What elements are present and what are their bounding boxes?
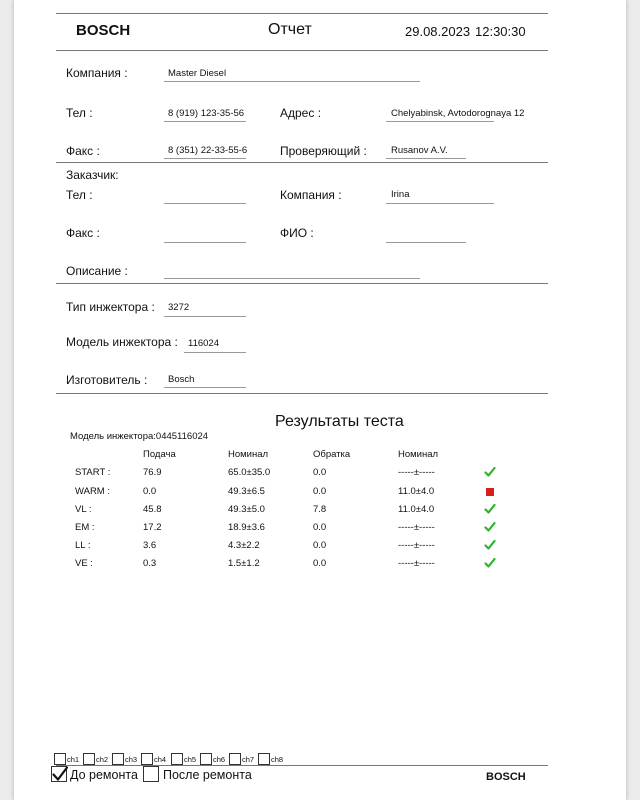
row-return-nominal: 11.0±4.0 — [398, 504, 435, 515]
report-page — [14, 0, 626, 800]
row-return-nominal: -----±----- — [398, 522, 435, 533]
before-repair-checkbox[interactable] — [51, 766, 67, 782]
checkbox-ch4-label: ch4 — [154, 755, 167, 764]
checkbox-ch3[interactable] — [112, 753, 124, 765]
pass-check-icon — [484, 539, 496, 551]
fax-label: Факс : — [66, 144, 100, 158]
address-underline — [386, 121, 494, 122]
col-header-feed: Подача — [143, 449, 176, 460]
checkbox-ch1-label: ch1 — [67, 755, 80, 764]
checkbox-ch4[interactable] — [141, 753, 153, 765]
row-nominal: 18.9±3.6 — [228, 522, 265, 533]
injector-model-underline — [184, 352, 246, 353]
address-value: Chelyabinsk, Avtodorognaya 12 — [391, 108, 525, 119]
customer-fax-underline — [164, 242, 246, 243]
checkbox-ch7-label: ch7 — [242, 755, 255, 764]
row-return: 7.8 — [313, 504, 327, 515]
customer-company-label: Компания : — [280, 188, 342, 202]
row-name: VE : — [75, 558, 93, 569]
row-name: VL : — [75, 504, 92, 515]
customer-fax-label: Факс : — [66, 226, 100, 240]
checkbox-ch2-label: ch2 — [96, 755, 109, 764]
row-return-nominal: -----±----- — [398, 540, 435, 551]
company-underline — [164, 81, 420, 82]
company-label: Компания : — [66, 66, 128, 80]
row-nominal: 65.0±35.0 — [228, 467, 271, 478]
footer-brand-logo: BOSCH — [486, 771, 526, 783]
pass-check-icon — [484, 521, 496, 533]
results-model-line: Модель инжектора:0445116024 — [70, 431, 209, 442]
row-return-nominal: 11.0±4.0 — [398, 486, 435, 497]
col-header-nominal: Номинал — [228, 449, 269, 460]
row-nominal: 49.3±5.0 — [228, 504, 265, 515]
col-header-return: Обратка — [313, 449, 351, 460]
injector-model-label: Модель инжектора : — [66, 335, 178, 349]
checkmark-icon — [51, 765, 69, 783]
phone-value: 8 (919) 123-35-56 — [168, 108, 245, 119]
top-divider — [56, 13, 548, 14]
row-feed: 3.6 — [143, 540, 157, 551]
address-label: Адрес : — [280, 106, 322, 120]
checkbox-ch8[interactable] — [258, 753, 270, 765]
injector-model-value: 116024 — [188, 338, 219, 349]
injector-type-underline — [164, 316, 246, 317]
customer-company-value: Irina — [391, 189, 410, 200]
col-header-return-nominal: Номинал — [398, 449, 439, 460]
row-nominal: 1.5±1.2 — [228, 558, 260, 569]
brand-logo: BOSCH — [76, 22, 131, 39]
pass-check-icon — [484, 503, 496, 515]
row-nominal: 4.3±2.2 — [228, 540, 260, 551]
checkbox-ch7[interactable] — [229, 753, 241, 765]
injector-type-label: Тип инжектора : — [66, 300, 155, 314]
row-feed: 17.2 — [143, 522, 162, 533]
company-value: Master Diesel — [168, 68, 227, 79]
report-title: Отчет — [268, 21, 312, 38]
customer-name-underline — [386, 242, 466, 243]
checkbox-ch2[interactable] — [83, 753, 95, 765]
row-return: 0.0 — [313, 467, 327, 478]
customer-phone-label: Тел : — [66, 188, 93, 202]
header-divider — [56, 50, 548, 51]
company-divider — [56, 162, 548, 163]
inspector-label: Проверяющий : — [280, 144, 367, 158]
maker-label: Изготовитель : — [66, 373, 148, 387]
customer-company-underline — [386, 203, 494, 204]
after-repair-checkbox[interactable] — [143, 766, 159, 782]
inspector-underline — [386, 158, 466, 159]
phone-underline — [164, 121, 246, 122]
phone-label: Тел : — [66, 106, 93, 120]
checkbox-ch1[interactable] — [54, 753, 66, 765]
row-return-nominal: -----±----- — [398, 467, 435, 478]
row-nominal: 49.3±6.5 — [228, 486, 265, 497]
after-repair-label: После ремонта — [163, 768, 252, 782]
row-return-nominal: -----±----- — [398, 558, 435, 569]
customer-section-label: Заказчик: — [66, 168, 119, 182]
report-date: 29.08.2023 — [405, 24, 471, 39]
row-return: 0.0 — [313, 558, 327, 569]
row-feed: 0.3 — [143, 558, 157, 569]
pass-check-icon — [484, 466, 496, 478]
fax-underline — [164, 158, 246, 159]
checkbox-ch6-label: ch6 — [213, 755, 226, 764]
row-name: START : — [75, 467, 111, 478]
checkbox-ch6[interactable] — [200, 753, 212, 765]
report-time: 12:30:30 — [475, 24, 526, 39]
customer-phone-underline — [164, 203, 246, 204]
checkbox-ch8-label: ch8 — [271, 755, 284, 764]
row-return: 0.0 — [313, 486, 327, 497]
description-underline — [164, 278, 420, 279]
checkbox-ch5-label: ch5 — [184, 755, 197, 764]
checkbox-ch5[interactable] — [171, 753, 183, 765]
injector-divider — [56, 393, 548, 394]
row-feed: 76.9 — [143, 467, 162, 478]
customer-name-label: ФИО : — [280, 226, 314, 240]
row-return: 0.0 — [313, 540, 327, 551]
pass-check-icon — [484, 557, 496, 569]
injector-type-value: 3272 — [168, 302, 190, 313]
fail-square-icon — [486, 488, 494, 496]
row-name: LL : — [75, 540, 91, 551]
description-label: Описание : — [66, 264, 128, 278]
inspector-value: Rusanov A.V. — [391, 145, 448, 156]
fax-value: 8 (351) 22-33-55-6 — [168, 145, 248, 156]
results-title: Результаты теста — [275, 413, 404, 430]
row-name: EM : — [75, 522, 95, 533]
footer-divider — [56, 765, 548, 766]
row-feed: 0.0 — [143, 486, 157, 497]
maker-underline — [164, 387, 246, 388]
maker-value: Bosch — [168, 374, 195, 385]
customer-divider — [56, 283, 548, 284]
row-return: 0.0 — [313, 522, 327, 533]
row-name: WARM : — [75, 486, 111, 497]
checkbox-ch3-label: ch3 — [125, 755, 138, 764]
row-feed: 45.8 — [143, 504, 162, 515]
before-repair-label: До ремонта — [70, 768, 138, 782]
